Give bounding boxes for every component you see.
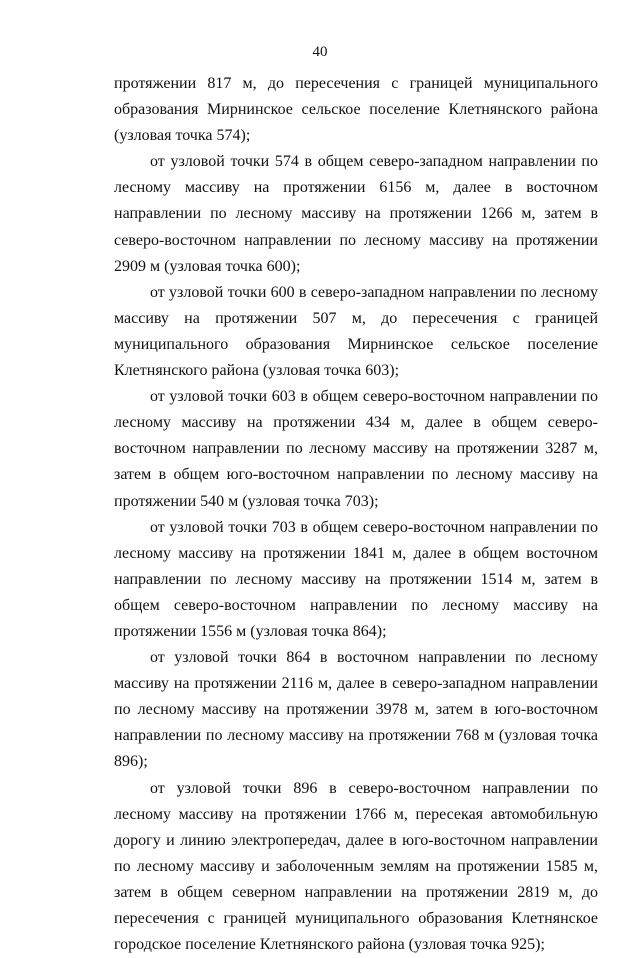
paragraph-segment-896-925: от узловой точки 896 в северо-восточном направлении по лесному массиву на протяжении 1766 м, пересекая автомобильную дорогу и линию электропередач, далее в юго-восточном направлении по лесному массиву и заболоченным землям на протяжении 1585 м, затем в общем северном направлении на протяжении 2819 м, до пересечения с границей муниципального образования Клетнянское городское поселение Клетнянского района (узловая точка 925); <box>114 779 598 954</box>
paragraph-segment-574-600: от узловой точки 574 в общем северо-западном направлении по лесному массиву на протяжении 6156 м, далее в восточном направлении по лесному массиву на протяжении 1266 м, затем в северо-восточном направлении по лесному массиву на протяжении 2909 м (узловая точка 600); <box>114 153 598 275</box>
paragraph-segment-703-864: от узловой точки 703 в общем северо-восточном направлении по лесному массиву на протяжении 1841 м, далее в общем восточном направлении по лесному массиву на протяжении 1514 м, затем в общем северо-восточном направлении по лесному массиву на протяжении 1556 м (узловая точка 864); <box>114 518 598 640</box>
paragraph-segment-600-603: от узловой точки 600 в северо-западном направлении по лесному массиву на протяжении 507 м, до пересечения с границей муниципального образования Мирнинское сельское поселение Клетнянского района (узловая точка 603); <box>114 283 598 380</box>
paragraph-continuation: протяжении 817 м, до пересечения с границей муниципального образования Мирнинское сельское поселение Клетнянского района (узловая точка 574); <box>114 75 598 145</box>
paragraph-segment-603-703: от узловой точки 603 в общем северо-восточном направлении по лесному массиву на протяжении 434 м, далее в общем северо-восточном направлении по лесному массиву на протяжении 3287 м, затем в общем юго-восточном направлении по лесному массиву на протяжении 540 м (узловая точка 703); <box>114 388 598 510</box>
page-number: 40 <box>312 44 328 60</box>
paragraph-segment-864-896: от узловой точки 864 в восточном направлении по лесному массиву на протяжении 2116 м, далее в северо-западном направлении по лесному массиву на протяжении 3978 м, затем в юго-восточном направлении по лесному массиву на протяжении 768 м (узловая точка 896); <box>114 649 598 771</box>
document-body <box>114 71 598 958</box>
